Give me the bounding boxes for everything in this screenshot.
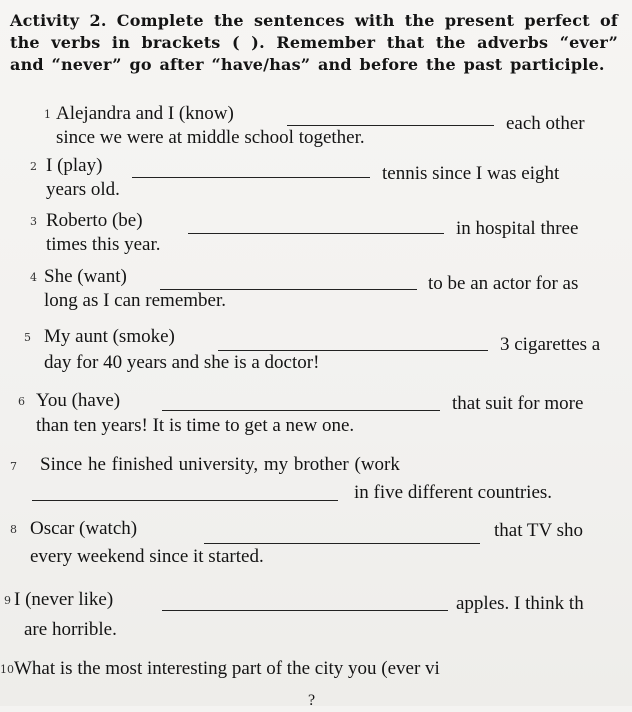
item-7-line1: Since he finished university, my brother (work: [40, 454, 400, 475]
item-number: 9: [4, 594, 11, 607]
item-9-subject: I (never like): [14, 589, 114, 610]
item-10-line1: What is the most interesting part of the city you (ever vi: [14, 658, 440, 679]
item-4-line2: long as I can remember.: [44, 290, 227, 311]
item-3-after: in hospital three: [456, 218, 579, 239]
item-number: 5: [24, 331, 31, 344]
item-1-line2: since we were at middle school together.: [56, 127, 365, 148]
item-2-subject: I (play): [46, 155, 103, 176]
item-8-blank[interactable]: [204, 543, 480, 544]
item-5-blank[interactable]: [218, 350, 488, 351]
activity-heading: Activity 2. Complete the sentences with the present perfect of the verbs in brackets ( ). Remember that the adverbs “ever” and “never” go after “have/has” and before the past participle.: [10, 11, 618, 74]
item-5-line2: day for 40 years and she is a doctor!: [44, 352, 320, 373]
item-number: 1: [44, 108, 51, 121]
item-2-after: tennis since I was eight: [382, 163, 560, 184]
item-7-line2: in five different countries.: [354, 482, 553, 503]
item-6-after: that suit for more: [452, 393, 584, 414]
item-4-subject: She (want): [44, 266, 127, 287]
item-number: 8: [10, 523, 17, 536]
item-5-subject: My aunt (smoke): [44, 326, 175, 347]
item-8-line2: every weekend since it started.: [30, 546, 264, 567]
item-1-subject: Alejandra and I (know): [56, 103, 234, 124]
item-6-subject: You (have): [36, 390, 121, 411]
item-7-blank[interactable]: [32, 500, 338, 501]
item-number: 2: [30, 160, 37, 173]
item-6-blank[interactable]: [162, 410, 440, 411]
item-3-blank[interactable]: [188, 233, 444, 234]
item-5-after: 3 cigarettes a: [500, 334, 601, 355]
item-number: 10: [0, 663, 14, 676]
item-8-after: that TV sho: [494, 520, 584, 541]
item-1-after: each other: [506, 113, 585, 134]
item-number: 7: [10, 460, 17, 473]
item-3-line2: times this year.: [46, 234, 161, 255]
item-9-line2: are horrible.: [24, 619, 117, 640]
item-9-blank[interactable]: [162, 610, 448, 611]
item-4-after: to be an actor for as: [428, 273, 579, 294]
item-2-blank[interactable]: [132, 177, 370, 178]
item-1-blank[interactable]: [287, 125, 494, 126]
item-10-line2: ?: [308, 692, 316, 709]
item-8-subject: Oscar (watch): [30, 518, 138, 539]
item-3-subject: Roberto (be): [46, 210, 143, 231]
item-6-line2: than ten years! It is time to get a new one.: [36, 415, 355, 436]
item-number: 4: [30, 271, 37, 284]
item-9-after: apples. I think th: [456, 593, 584, 614]
item-number: 3: [30, 215, 37, 228]
item-number: 6: [18, 395, 25, 408]
item-2-line2: years old.: [46, 179, 120, 200]
